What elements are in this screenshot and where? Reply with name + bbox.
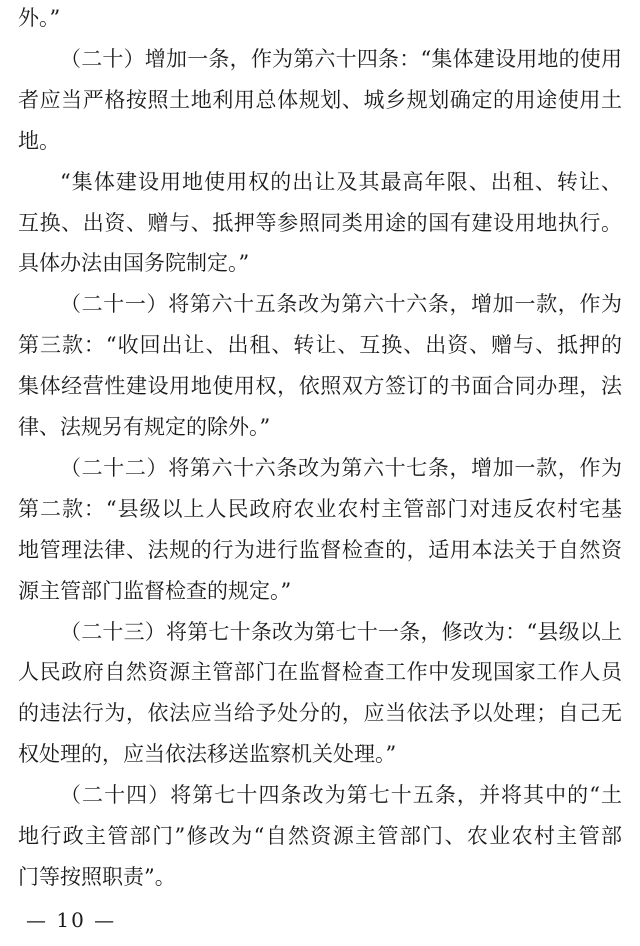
text-line: 互换、出资、赠与、抵押等参照同类用途的国有建设用地执行。	[18, 210, 622, 235]
text-line: 律、法规另有规定的除外。”	[18, 415, 271, 439]
text-line: 源主管部门监督检查的规定。”	[18, 578, 292, 603]
paragraph-first-line: （二十三）将第七十条改为第七十一条，修改为：“县级以上	[60, 619, 622, 644]
text-line: 人民政府自然资源主管部门在监督检查工作中发现国家工作人员	[18, 660, 622, 685]
text-line: 地行政主管部门”修改为“自然资源主管部门、农业农村主管部	[18, 824, 622, 848]
text-line: 权处理的，应当依法移送监察机关处理。”	[18, 742, 397, 767]
paragraph-first-line: （二十一）将第六十五条改为第六十六条，增加一款，作为	[60, 292, 622, 317]
text-line: 者应当严格按照土地利用总体规划、城乡规划确定的用途使用土	[18, 87, 622, 112]
paragraph-first-line: （二十）增加一条，作为第六十四条：“集体建设用地的使用	[60, 46, 622, 71]
page-number: — 10 —	[26, 908, 117, 932]
text-line: 的违法行为，依法应当给予处分的，应当依法予以处理；自己无	[18, 701, 622, 726]
text-line: 地管理法律、法规的行为进行监督检查的，适用本法关于自然资	[18, 537, 622, 562]
text-line: 集体经营性建设用地使用权，依照双方签订的书面合同办理，法	[18, 374, 622, 399]
paragraph-first-line: “集体建设用地使用权的出让及其最高年限、出租、转让、	[60, 169, 622, 194]
text-line: 门等按照职责”。	[18, 864, 176, 889]
text-line: 第二款：“县级以上人民政府农业农村主管部门对违反农村宅基	[18, 496, 622, 521]
text-line: 地。	[18, 128, 60, 153]
paragraph-first-line: （二十二）将第六十六条改为第六十七条，增加一款，作为	[60, 455, 622, 480]
text-line: 第三款：“收回出让、出租、转让、互换、出资、赠与、抵押的	[18, 333, 622, 358]
text-line: 具体办法由国务院制定。”	[18, 251, 250, 276]
text-line: 外。”	[18, 6, 61, 30]
paragraph-first-line: （二十四）将第七十四条改为第七十五条，并将其中的“土	[60, 783, 622, 808]
